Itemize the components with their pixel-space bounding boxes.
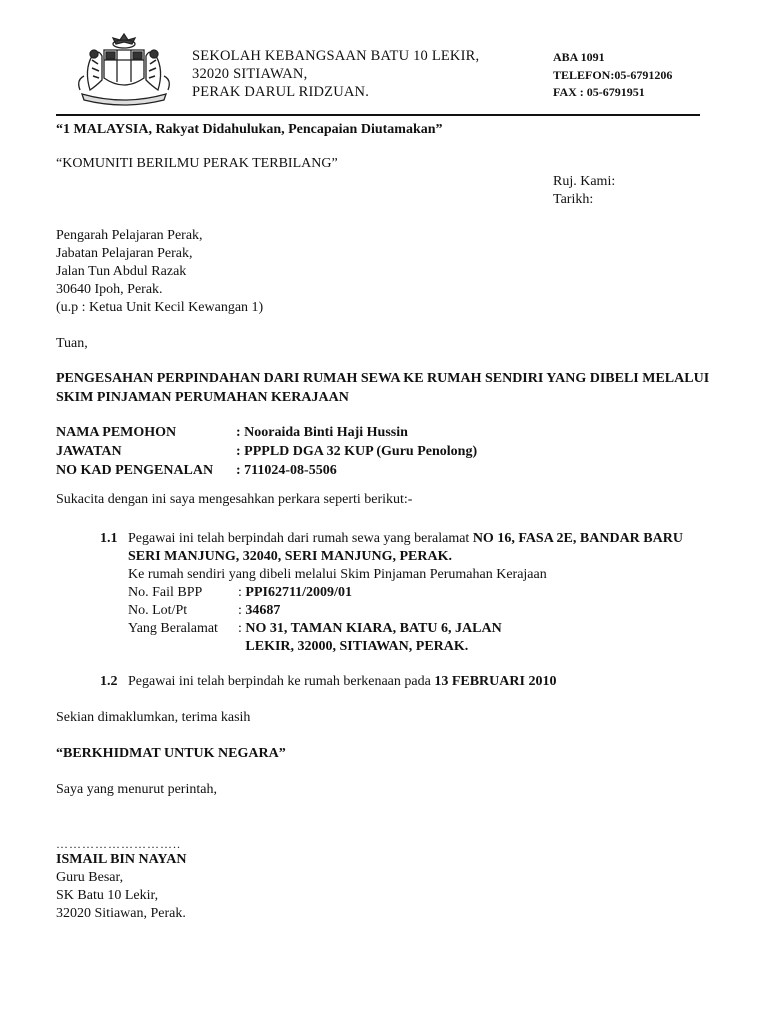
intro-text: Sukacita dengan ini saya mengesahkan perkara seperti berikut:- [56, 492, 413, 507]
item-text-normal: Pegawai ini telah berpindah dari rumah sewa yang beralamat [128, 531, 473, 546]
detail-value: : Nooraida Binti Haji Hussin [236, 425, 408, 440]
ref-tarikh: Tarikh: [553, 192, 594, 207]
signatory-name: ISMAIL BIN NAYAN [56, 852, 187, 867]
order-text: Saya yang menurut perintah, [56, 782, 217, 797]
detail-value: : PPPLD DGA 32 KUP (Guru Penolong) [236, 444, 478, 459]
signatory-line: Guru Besar, [56, 870, 124, 885]
ref-ruj: Ruj. Kami: [553, 174, 616, 189]
detail-label: NAMA PEMOHON [56, 425, 177, 440]
school-address [192, 47, 479, 101]
field-label: No. Fail BPP [128, 585, 203, 600]
item-body [128, 673, 688, 691]
field-row [128, 602, 688, 620]
signatory-line: 32020 Sitiawan, Perak. [56, 906, 186, 921]
malaysia-coat-of-arms-icon [72, 30, 176, 108]
signature-line: ……………………….. [56, 837, 181, 851]
school-line: 32020 SITIAWAN, [192, 66, 308, 82]
salutation: Tuan, [56, 336, 88, 351]
signatory-line: SK Batu 10 Lekir, [56, 888, 159, 903]
item-text [128, 530, 688, 566]
header-divider [56, 114, 700, 116]
motto-komuniti: “KOMUNITI BERILMU PERAK TERBILANG” [56, 156, 338, 171]
signatory-details [56, 869, 186, 923]
recipient-line: 30640 Ipoh, Perak. [56, 282, 163, 297]
contact-code: ABA 1091 [553, 50, 605, 64]
item-body [128, 530, 688, 656]
school-contact [553, 49, 672, 102]
item-line2: Ke rumah sendiri yang dibeli melalui Skim Pinjaman Perumahan Kerajaan [128, 567, 547, 582]
recipient-line: Pengarah Pelajaran Perak, [56, 228, 203, 243]
applicant-details [56, 423, 477, 480]
field-row [128, 620, 688, 656]
item-text-normal: Pegawai ini telah berpindah ke rumah berkenaan pada [128, 674, 435, 689]
motto-1malaysia: “1 MALAYSIA, Rakyat Didahulukan, Pencapaian Diutamakan” [56, 122, 443, 137]
detail-label: NO KAD PENGENALAN [56, 463, 214, 478]
recipient-address [56, 227, 263, 317]
slogan: “BERKHIDMAT UNTUK NEGARA” [56, 746, 286, 761]
detail-row [56, 442, 477, 461]
recipient-line: (u.p : Ketua Unit Kecil Kewangan 1) [56, 300, 264, 315]
detail-row [56, 423, 477, 442]
detail-row [56, 461, 477, 480]
school-line: PERAK DARUL RIDZUAN. [192, 84, 370, 100]
detail-value: : 711024-08-5506 [236, 463, 337, 478]
contact-fax: FAX : 05-6791951 [553, 85, 645, 99]
school-line: SEKOLAH KEBANGSAAN BATU 10 LEKIR, [192, 48, 480, 64]
contact-phone: TELEFON:05-6791206 [553, 67, 673, 82]
item-number: 1.1 [100, 531, 118, 546]
field-row [128, 584, 688, 602]
move-date: 13 FEBRUARI 2010 [434, 674, 557, 689]
reference-block [553, 173, 615, 209]
field-value: : 34687 [238, 603, 281, 618]
previous-address: NO 16, FASA 2E, BANDAR BARU SERI MANJUNG, 32040, SERI MANJUNG, PERAK. [128, 531, 683, 564]
field-value: : NO 31, TAMAN KIARA, BATU 6, JALAN LEKIR, 32000, SITIAWAN, PERAK. [238, 621, 502, 654]
field-label: No. Lot/Pt [128, 603, 188, 618]
field-label: Yang Beralamat [128, 621, 218, 636]
recipient-line: Jabatan Pelajaran Perak, [56, 246, 193, 261]
closing-text: Sekian dimaklumkan, terima kasih [56, 710, 251, 725]
detail-label: JAWATAN [56, 444, 122, 459]
item-number: 1.2 [100, 674, 118, 689]
recipient-line: Jalan Tun Abdul Razak [56, 264, 187, 279]
letter-subject: PENGESAHAN PERPINDAHAN DARI RUMAH SEWA KE RUMAH SENDIRI YANG DIBELI MELALUI SKIM PINJAMAN PERUMAHAN KERAJAAN [56, 371, 710, 405]
field-value: : PPI62711/2009/01 [238, 585, 352, 600]
